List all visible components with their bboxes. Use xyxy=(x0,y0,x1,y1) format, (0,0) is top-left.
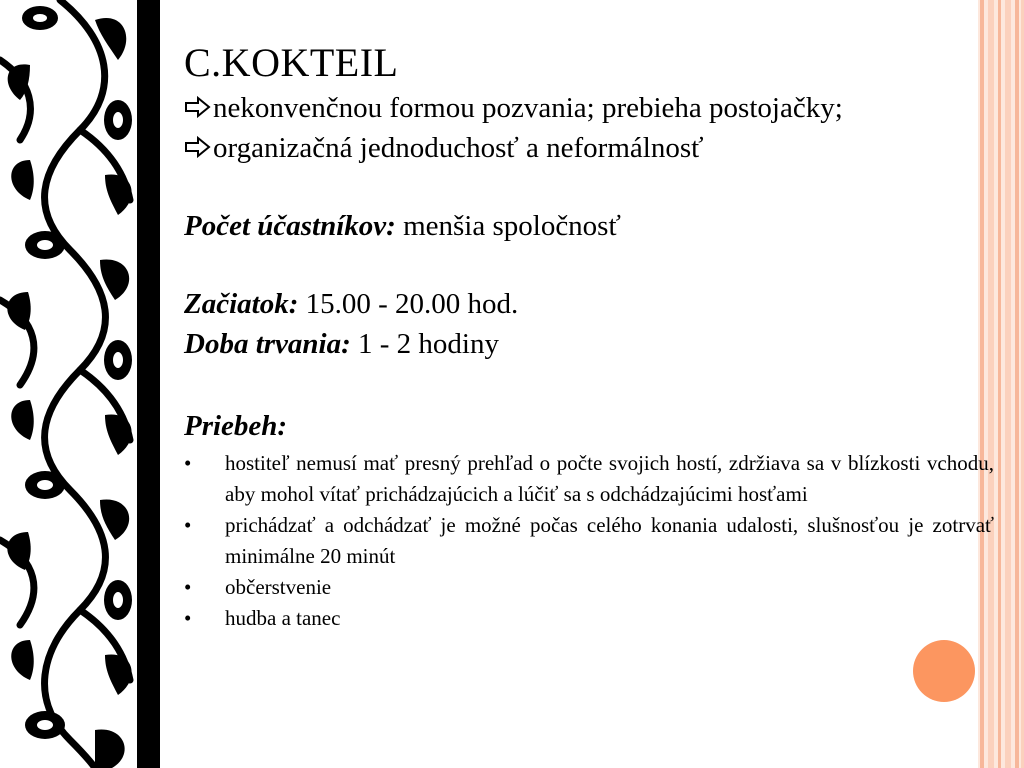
course-bullet-list xyxy=(184,448,994,634)
duration-value: 1 - 2 hodiny xyxy=(350,328,499,360)
duration-label: Doba trvania: xyxy=(184,328,351,360)
outline-right-arrow-icon xyxy=(184,96,212,118)
start-value: 15.00 - 20.00 hod. xyxy=(298,288,519,320)
list-item xyxy=(184,510,994,572)
bullet-mark: • xyxy=(184,606,192,630)
start-line xyxy=(184,284,994,324)
list-item-text: prichádzať a odchádzať je možné počas celého konania udalosti, slušnosťou je zotrvať minimálne 20 minút xyxy=(225,513,994,568)
bullet-mark: • xyxy=(184,451,192,475)
damask-ornament-panel xyxy=(0,0,160,768)
course-heading: Priebeh: xyxy=(184,410,288,442)
start-label: Začiatok: xyxy=(184,288,299,320)
list-item xyxy=(184,448,994,510)
orange-circle-decoration xyxy=(913,640,975,702)
outline-right-arrow-icon xyxy=(184,136,212,158)
list-item-text: občerstvenie xyxy=(225,575,332,599)
slide-title: C.KOKTEIL xyxy=(184,40,399,85)
bullet-mark: • xyxy=(184,575,192,599)
list-item-text: hudba a tanec xyxy=(225,606,341,630)
participants-label: Počet účastníkov: xyxy=(184,210,396,242)
point-text: nekonvenčnou formou pozvania; prebieha postojačky; xyxy=(213,92,843,124)
participants-line xyxy=(184,206,994,246)
participants-value: menšia spoločnosť xyxy=(395,210,621,242)
bullet-mark: • xyxy=(184,513,192,537)
duration-line xyxy=(184,324,994,364)
slide-content xyxy=(184,38,994,634)
list-item-text: hostiteľ nemusí mať presný prehľad o počte svojich hostí, zdržiava sa v blízkosti vchodu, aby mohol vítať prichádzajúcich a lúčiť sa s odchádzajúcimi hosťami xyxy=(225,451,994,506)
list-item xyxy=(184,603,994,634)
point-line-2 xyxy=(184,128,994,168)
list-item xyxy=(184,572,994,603)
point-line-1 xyxy=(184,88,994,128)
point-text: organizačná jednoduchosť a neformálnosť xyxy=(213,132,704,164)
damask-ornament-image xyxy=(0,0,160,768)
